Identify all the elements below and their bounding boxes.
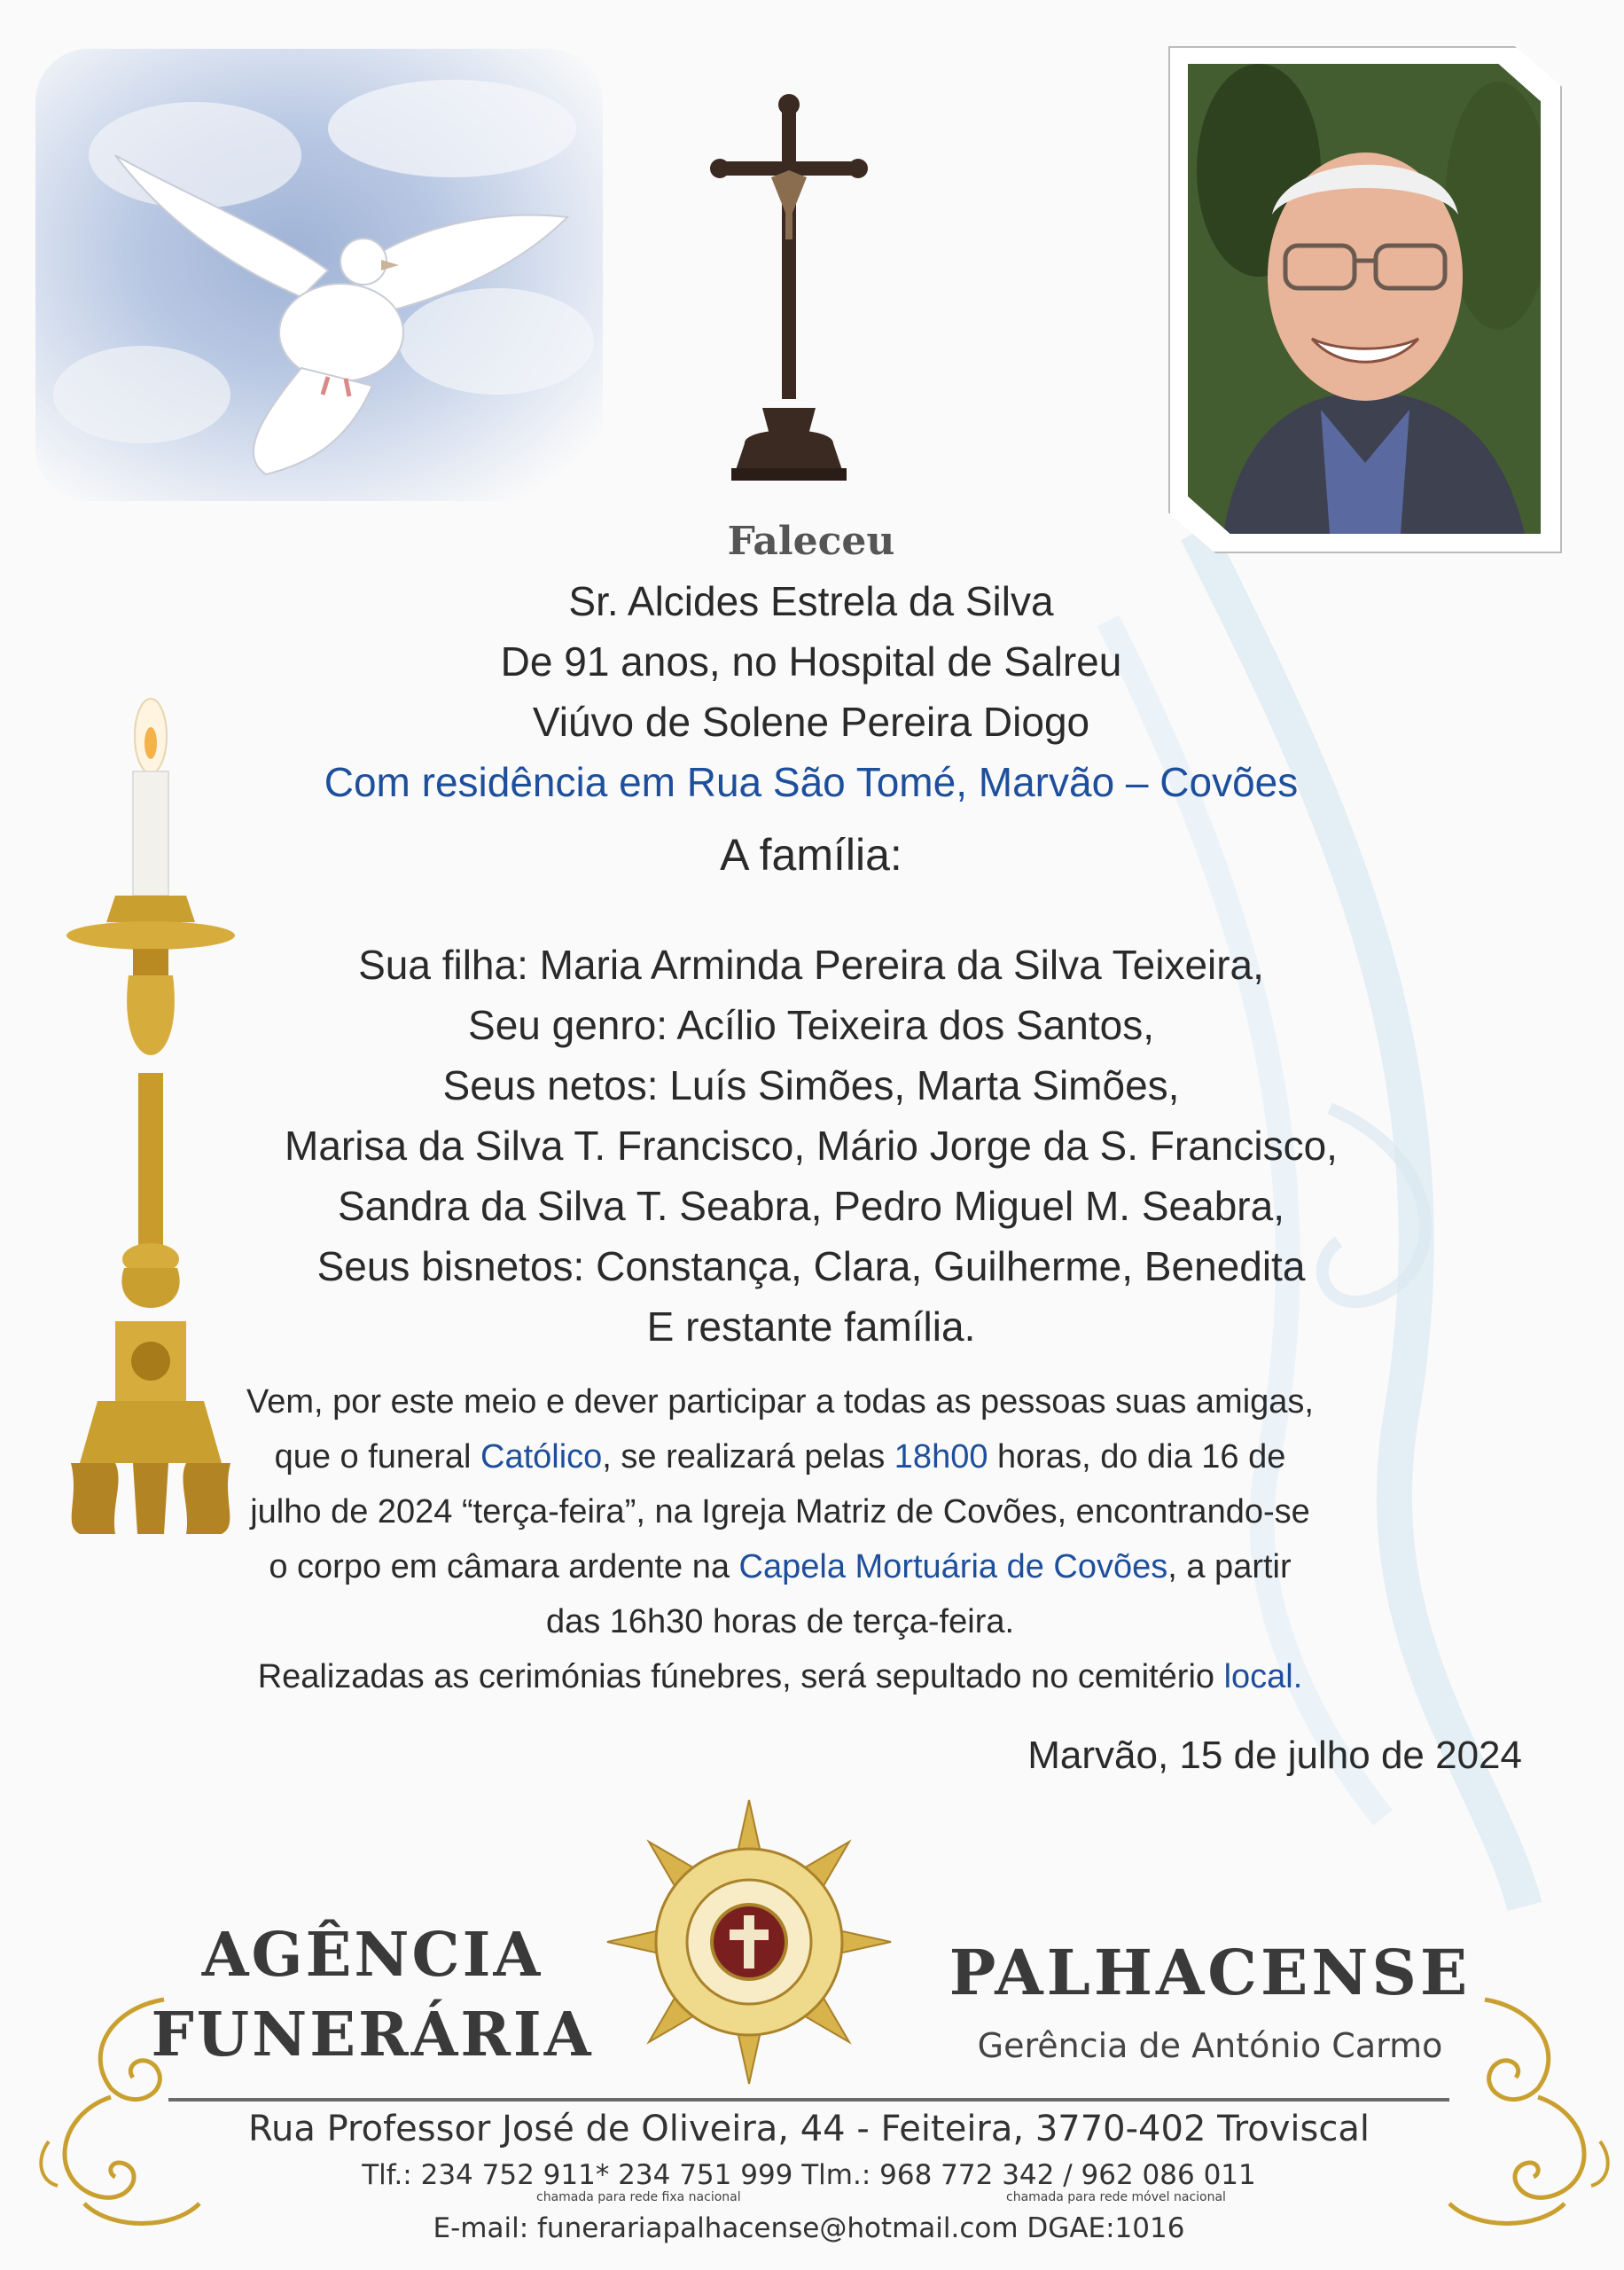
dove-icon xyxy=(35,49,603,501)
deceased-name: Sr. Alcides Estrela da Silva xyxy=(568,578,1054,624)
footer-divider xyxy=(168,2098,1449,2102)
announcement-line-3: julho de 2024 “terça-feira”, na Igreja Matriz de Covões, encontrando-se xyxy=(250,1493,1310,1530)
obituary-text xyxy=(222,513,1401,1357)
agency-name: PALHACENSE xyxy=(949,1936,1472,2009)
crucifix-icon xyxy=(709,89,869,488)
widower-line: Viúvo de Solene Pereira Diogo xyxy=(532,699,1090,745)
note-mobile: chamada para rede móvel nacional xyxy=(1006,2190,1226,2204)
agency-line-2: FUNERÁRIA xyxy=(151,2000,594,2070)
family-line: Seu genro: Acílio Teixeira dos Santos, xyxy=(468,1002,1154,1048)
funeral-announcement xyxy=(230,1374,1330,1704)
deceased-portrait xyxy=(1168,46,1562,553)
family-title: A família: xyxy=(720,830,902,880)
age-and-place: De 91 anos, no Hospital de Salreu xyxy=(500,638,1122,685)
residence-line: Com residência em Rua São Tomé, Marvão – Covões xyxy=(324,759,1299,805)
family-line: Seus bisnetos: Constança, Clara, Guilherme, Benedita xyxy=(316,1243,1306,1289)
announcement-line-1: Vem, por este meio e dever participar a todas as pessoas suas amigas, xyxy=(246,1383,1314,1421)
family-line: E restante família. xyxy=(646,1303,976,1350)
family-line: Sua filha: Maria Arminda Pereira da Silva Teixeira, xyxy=(358,942,1264,988)
announcement-line-6: Realizadas as cerimónias fúnebres, será sepultado no cemitério local. xyxy=(257,1658,1303,1695)
phone-notes xyxy=(0,2190,1624,2208)
family-line: Seus netos: Luís Simões, Marta Simões, xyxy=(442,1062,1180,1108)
funeral-time: 18h00 xyxy=(894,1438,988,1476)
agency-phones: Tlf.: 234 752 911* 234 751 999 Tlm.: 968 772 342 / 962 086 011 xyxy=(362,2159,1256,2191)
agency-email: E-mail: funerariapalhacense@hotmail.com DGAE:1016 xyxy=(433,2212,1185,2244)
agency-emblem-icon xyxy=(603,1796,895,2088)
agency-manager: Gerência de António Carmo xyxy=(977,2026,1443,2065)
agency-line-1: AGÊNCIA xyxy=(201,1920,543,1991)
announcement-line-4: o corpo em câmara ardente na Capela Mortuária de Covões, a partir xyxy=(269,1548,1292,1585)
place-and-date: Marvão, 15 de julho de 2024 xyxy=(1027,1734,1522,1777)
chapel-name: Capela Mortuária de Covões xyxy=(738,1548,1168,1585)
cemetery-location: local. xyxy=(1223,1658,1303,1695)
family-line: Sandra da Silva T. Seabra, Pedro Miguel M. Seabra, xyxy=(338,1183,1284,1229)
portrait-photo-icon xyxy=(1188,64,1541,534)
announcement-line-2: que o funeral Católico, se realizará pelas 18h00 horas, do dia 16 de xyxy=(274,1438,1286,1476)
funeral-type: Católico xyxy=(480,1438,603,1476)
agency-address: Rua Professor José de Oliveira, 44 - Feiteira, 3770-402 Troviscal xyxy=(248,2109,1370,2149)
agency-title xyxy=(142,1915,603,2075)
candle-icon xyxy=(62,683,239,1587)
ornament-right-icon xyxy=(1441,1982,1618,2257)
family-line: Marisa da Silva T. Francisco, Mário Jorge da S. Francisco, xyxy=(285,1123,1338,1169)
note-landline: chamada para rede fixa nacional xyxy=(536,2190,741,2204)
heading-faleceu: Faleceu xyxy=(727,519,895,564)
dove-image xyxy=(35,49,603,501)
announcement-line-5: das 16h30 horas de terça-feira. xyxy=(545,1603,1015,1640)
